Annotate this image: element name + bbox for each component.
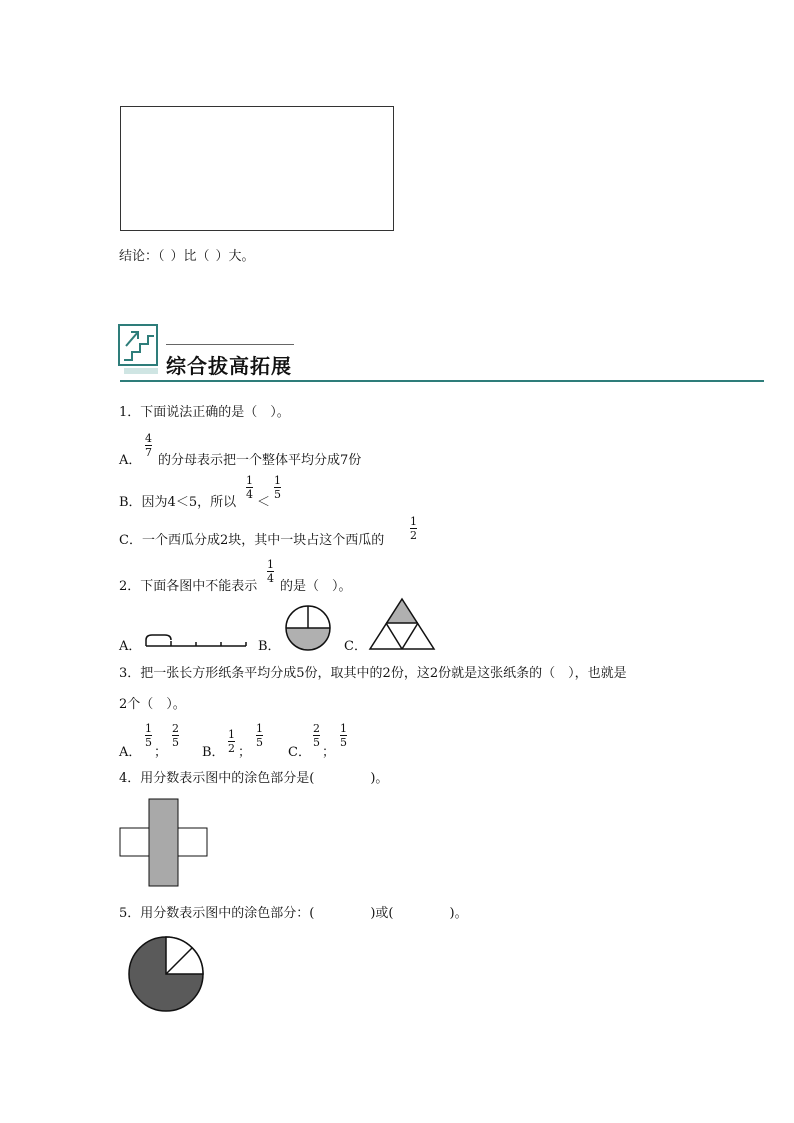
q3-a-separator: ； [154,745,168,760]
q5-pie-figure [126,934,206,1014]
conclusion-part3: ）大。 [215,249,255,264]
q1-c-fraction: $\frac{1}{2}$ [410,515,417,542]
q3-b-fraction-2: $\frac{1}{5}$ [256,722,263,749]
q2-option-c: C． [344,639,367,654]
q3-a-fraction-1: $\frac{1}{5}$ [145,722,152,749]
q3-c-separator: ； [322,745,336,760]
q1-a-prefix: A． [119,453,142,468]
q5-stem-c: )。 [449,906,468,921]
q3-b-separator: ； [238,745,252,760]
section-header-topline [166,344,294,345]
q2-option-b: B． [258,639,281,654]
section-header-underline [120,380,764,382]
q5-stem-a: 5．用分数表示图中的涂色部分：( [119,906,315,921]
q4-cross-figure [119,798,209,888]
conclusion-part1: （ [158,249,165,264]
q3-c-fraction-2: $\frac{1}{5}$ [340,722,347,749]
q3-option-c: C． [288,745,311,760]
q2-fraction: $\frac{1}{4}$ [267,558,274,585]
q3-a-fraction-2: $\frac{2}{5}$ [172,722,179,749]
q3-line2: 2个（ ）。 [119,697,186,712]
section-title: 综合拔高拓展 [166,354,292,378]
q4-stem-b: )。 [370,771,389,786]
stairs-icon [118,324,162,376]
q4-stem-a: 4．用分数表示图中的涂色部分是( [119,771,315,786]
q3-c-fraction-1: $\frac{2}{5}$ [313,722,320,749]
q4-stem [119,771,388,787]
q1-option-c: C．一个西瓜分成2块，其中一块占这个西瓜的 [119,533,385,548]
q2-segment-figure [144,630,248,650]
q1-option-a [119,453,141,469]
q3-option-a: A． [119,745,142,760]
conclusion-part2: ）比（ [170,249,210,264]
q2-stem-b: 的是（ ）。 [280,579,352,594]
conclusion-label: 结论： [119,249,159,264]
q2-stem-a: 2．下面各图中不能表示 [119,579,258,594]
q1-b-less-than: ＜ [257,495,271,510]
fraction-numerator: 4 [145,432,152,445]
q2-circle-figure [282,602,334,654]
q5-stem [119,906,468,922]
answer-box [120,106,394,231]
q1-a-text: 的分母表示把一个整体平均分成7份 [158,453,362,468]
q5-stem-b: )或( [370,906,394,921]
q3-line1: 3．把一张长方形纸条平均分成5份，取其中的2份，这2份就是这张纸条的（ ），也就是 [119,666,627,681]
q1-b-fraction-1: $\frac{1}{4}$ [246,474,253,501]
conclusion-line [119,249,255,265]
q2-option-a: A． [119,639,142,654]
fraction-denominator: 7 [145,446,152,459]
q1-stem: 1．下面说法正确的是（ ）。 [119,405,290,420]
q1-b-fraction-2: $\frac{1}{5}$ [274,474,281,501]
q1-a-fraction [145,433,152,459]
q1-option-b: B．因为4＜5，所以 [119,495,237,510]
q3-option-b: B． [202,745,225,760]
q2-triangle-figure [368,597,436,651]
q3-b-fraction-1: $\frac{1}{2}$ [228,728,235,755]
